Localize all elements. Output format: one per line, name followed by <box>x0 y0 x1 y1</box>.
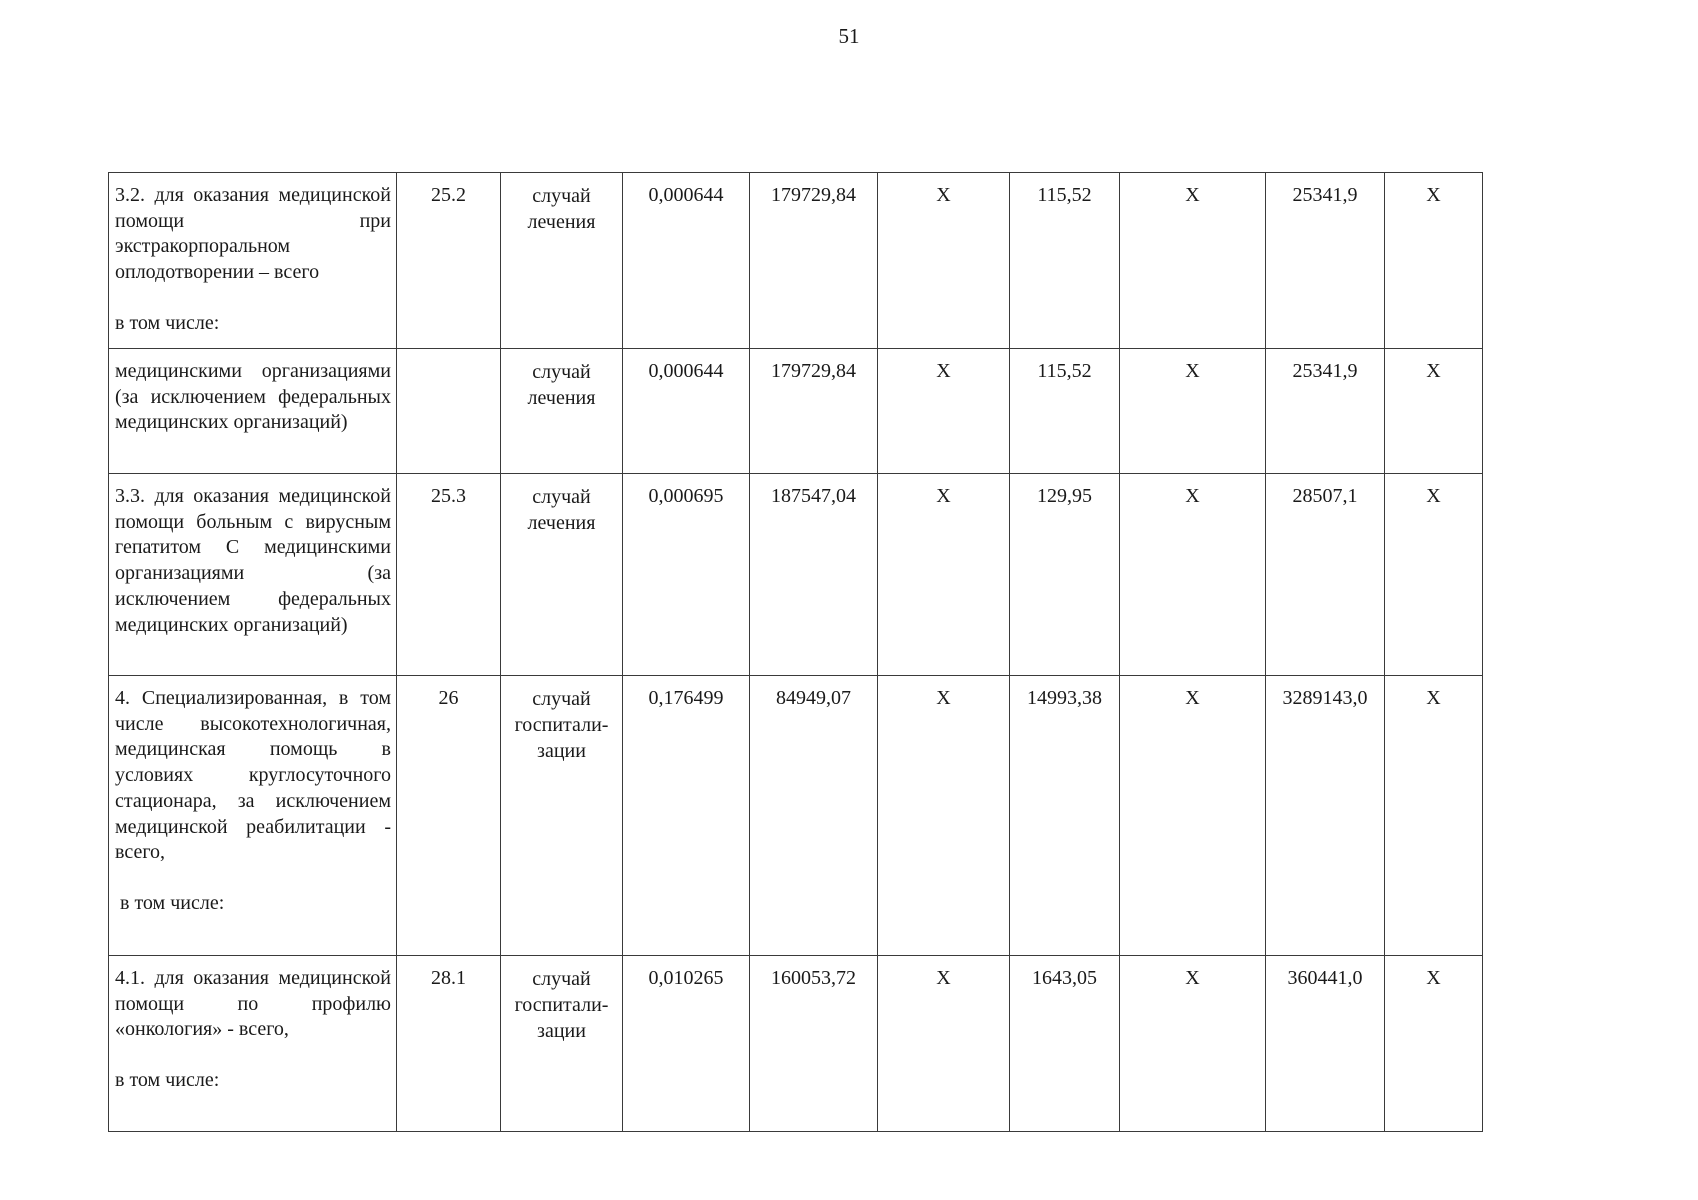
row-value-c4: 0,000644 <box>623 173 750 349</box>
row-value-c10: Х <box>1385 349 1483 474</box>
row-value-c4: 0,176499 <box>623 676 750 956</box>
row-value-c7: 115,52 <box>1010 349 1120 474</box>
row-value-c5: 179729,84 <box>750 173 878 349</box>
row-description: 3.3. для оказания медицинской помощи больным с вирусным гепатитом С медицинскими организациями (за исключением федеральных медицинских организаций) <box>115 485 391 636</box>
unit-line: лечения <box>527 387 596 409</box>
row-subtitle: в том числе: <box>115 1069 220 1092</box>
unit-line: госпитали- <box>514 994 609 1016</box>
unit-line: случай <box>532 688 591 710</box>
row-value-c5: 179729,84 <box>750 349 878 474</box>
row-unit <box>501 173 623 349</box>
unit-line: случай <box>532 185 591 207</box>
row-value-c7: 1643,05 <box>1010 956 1120 1132</box>
unit-line: лечения <box>527 512 596 534</box>
row-value-c9: 28507,1 <box>1266 474 1385 676</box>
row-unit <box>501 349 623 474</box>
row-value-c6: Х <box>878 676 1010 956</box>
row-value-c8: Х <box>1120 173 1266 349</box>
row-value-c8: Х <box>1120 676 1266 956</box>
row-description-cell <box>109 349 397 474</box>
row-code: 26 <box>397 676 501 956</box>
row-description-cell <box>109 676 397 956</box>
row-code: 25.2 <box>397 173 501 349</box>
row-value-c10: Х <box>1385 173 1483 349</box>
row-value-c7: 115,52 <box>1010 173 1120 349</box>
table-body <box>109 173 1483 1132</box>
unit-line: зации <box>537 740 586 762</box>
table-row <box>109 676 1483 956</box>
unit-line: случай <box>532 968 591 990</box>
row-value-c4: 0,000695 <box>623 474 750 676</box>
row-subtitle: в том числе: <box>115 891 225 914</box>
row-value-c8: Х <box>1120 474 1266 676</box>
row-description: 4.1. для оказания медицинской помощи по профилю «онкология» - всего, <box>115 967 391 1041</box>
row-value-c6: Х <box>878 349 1010 474</box>
row-description: медицинскими организациями (за исключением федеральных медицинских организаций) <box>115 360 391 434</box>
row-description-cell <box>109 956 397 1132</box>
row-value-c9: 360441,0 <box>1266 956 1385 1132</box>
row-description-cell <box>109 474 397 676</box>
unit-line: случай <box>532 486 591 508</box>
row-value-c5: 187547,04 <box>750 474 878 676</box>
row-value-c7: 129,95 <box>1010 474 1120 676</box>
unit-line: госпитали- <box>514 714 609 736</box>
row-value-c8: Х <box>1120 349 1266 474</box>
row-value-c10: Х <box>1385 474 1483 676</box>
row-value-c6: Х <box>878 474 1010 676</box>
page-number: 51 <box>838 24 860 48</box>
row-unit <box>501 676 623 956</box>
table-row <box>109 349 1483 474</box>
row-value-c9: 25341,9 <box>1266 349 1385 474</box>
row-code <box>397 349 501 474</box>
row-value-c4: 0,000644 <box>623 349 750 474</box>
row-unit <box>501 956 623 1132</box>
row-value-c5: 160053,72 <box>750 956 878 1132</box>
unit-line: случай <box>532 361 591 383</box>
row-value-c10: Х <box>1385 676 1483 956</box>
row-value-c5: 84949,07 <box>750 676 878 956</box>
table-row <box>109 474 1483 676</box>
unit-line: зации <box>537 1020 586 1042</box>
row-value-c4: 0,010265 <box>623 956 750 1132</box>
row-value-c7: 14993,38 <box>1010 676 1120 956</box>
data-table <box>108 172 1483 1132</box>
table-row <box>109 956 1483 1132</box>
row-description-cell <box>109 173 397 349</box>
unit-line: лечения <box>527 211 596 233</box>
row-value-c9: 3289143,0 <box>1266 676 1385 956</box>
row-unit <box>501 474 623 676</box>
row-value-c6: Х <box>878 173 1010 349</box>
row-value-c9: 25341,9 <box>1266 173 1385 349</box>
row-value-c6: Х <box>878 956 1010 1132</box>
row-subtitle: в том числе: <box>115 311 220 334</box>
row-value-c10: Х <box>1385 956 1483 1132</box>
row-code: 25.3 <box>397 474 501 676</box>
row-description: 4. Специализированная, в том числе высокотехнологичная, медицинская помощь в условиях круглосуточного стационара, за исключением медицинской реабилитации - всего, <box>115 687 391 864</box>
row-description: 3.2. для оказания медицинской помощи при экстракорпоральном оплодотворении – всего <box>115 184 391 284</box>
row-value-c8: Х <box>1120 956 1266 1132</box>
row-code: 28.1 <box>397 956 501 1132</box>
table-row <box>109 173 1483 349</box>
